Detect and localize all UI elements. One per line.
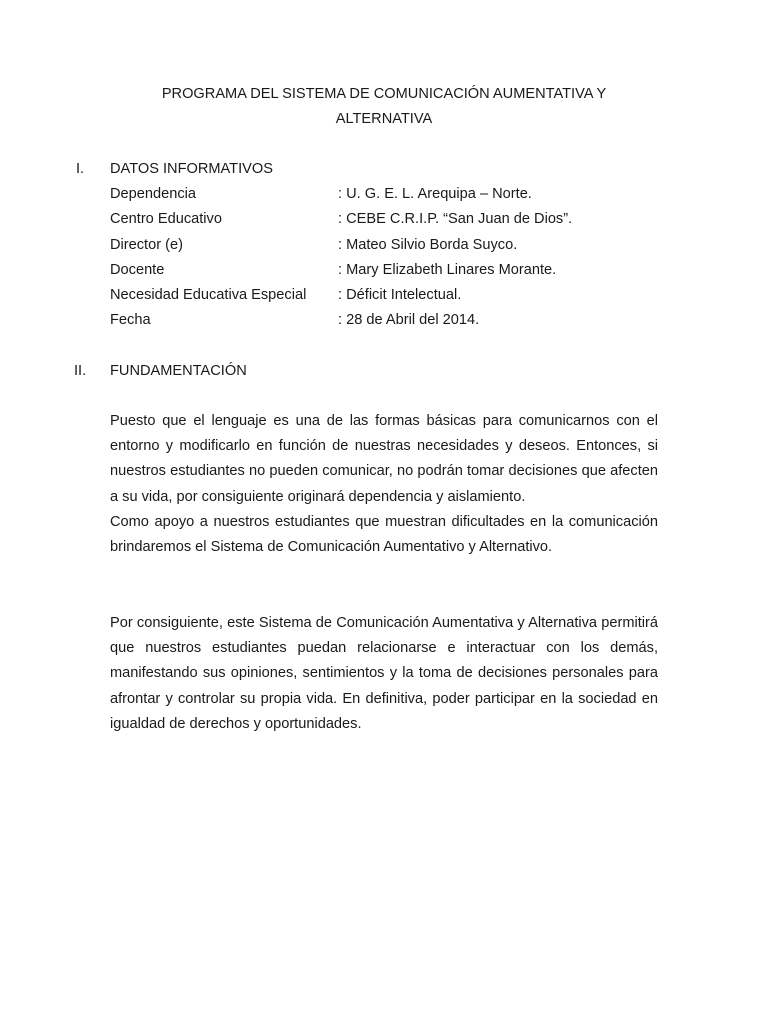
paragraph-2: Como apoyo a nuestros estudiantes que muestran dificultades en la comunicación brindaremos el Sistema de Comunicación Aumentativo y Alternativo. [110, 514, 658, 556]
paragraph-3: Por consiguiente, este Sistema de Comunicación Aumentativa y Alternativa permitirá que nuestros estudiantes puedan relacionarse e interactuar con los demás, manifestando sus opiniones, sentimientos y la toma de decisiones personales para afrontar y controlar su propia vida. En definitiva, poder participar en la sociedad en igualdad de derechos y oportunidades. [110, 615, 658, 732]
section-number: I. [76, 161, 85, 177]
info-value: : Déficit Intelectual. [338, 287, 462, 304]
info-value: : Mateo Silvio Borda Suyco. [338, 236, 518, 253]
info-value: : Mary Elizabeth Linares Morante. [338, 261, 557, 278]
section-heading-fundamentacion [74, 359, 247, 384]
document-title-line-1: PROGRAMA DEL SISTEMA DE COMUNICACIÓN AUMENTATIVA Y [161, 86, 607, 102]
section-title: FUNDAMENTACIÓN [110, 363, 247, 379]
section-title: DATOS INFORMATIVOS [110, 161, 273, 177]
info-label: Dependencia [110, 186, 197, 202]
info-label: Director (e) [110, 236, 183, 253]
section-heading-datos-informativos [76, 157, 273, 182]
info-value: : 28 de Abril del 2014. [338, 312, 480, 329]
info-label: Docente [110, 261, 165, 278]
info-label: Fecha [110, 312, 151, 329]
paragraph-1: Puesto que el lenguaje es una de las formas básicas para comunicarnos con el entorno y modificarlo en función de nuestras necesidades y deseos. Entonces, si nuestros estudiantes no pueden comunicar, no podrán tomar decisiones que afecten a su vida, por consiguiente originará dependencia y aislamiento. [110, 413, 658, 505]
section-number: II. [74, 363, 87, 379]
info-value: : CEBE C.R.I.P. “San Juan de Dios”. [338, 211, 573, 228]
info-label: Necesidad Educativa Especial [110, 287, 307, 304]
info-value: : U. G. E. L. Arequipa – Norte. [338, 186, 532, 202]
info-label: Centro Educativo [110, 211, 222, 228]
document-title-line-2: ALTERNATIVA [335, 111, 433, 127]
